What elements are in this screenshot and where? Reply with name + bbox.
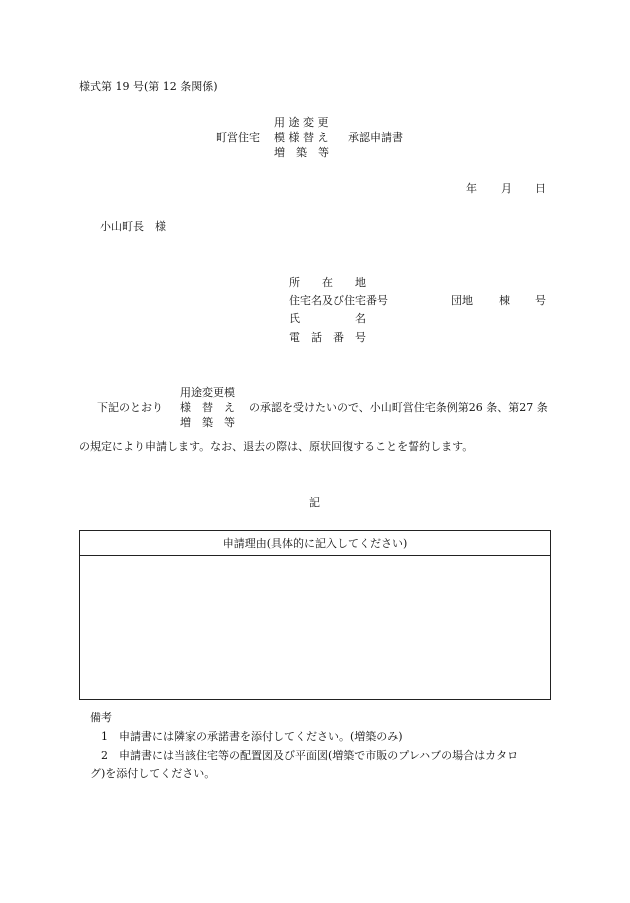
title-option-extension: 増 築 等: [274, 146, 329, 159]
request-prefix: 下記のとおり: [97, 401, 163, 414]
housing-label: 住宅名及び住宅番号: [289, 294, 388, 307]
address-label: 所 在 地: [289, 276, 366, 289]
addressee: 小山町長 様: [100, 220, 166, 233]
request-option-use-change: 用途変更模: [180, 386, 235, 399]
name-label: 氏 名: [289, 312, 366, 325]
date-month: 月: [501, 182, 512, 195]
building-label: 棟: [499, 294, 510, 307]
room-number-label: 号: [535, 294, 546, 307]
request-option-remodel: 様 替 え: [180, 401, 235, 414]
ki-heading: 記: [309, 496, 320, 509]
title-option-remodel: 模 様 替 え: [274, 131, 329, 144]
note-1: 1 申請書には隣家の承諾書を添付してください。(増築のみ): [101, 730, 403, 743]
form-number: 様式第 19 号(第 12 条関係): [79, 80, 218, 93]
request-text-continued: の承認を受けたいので、小山町営住宅条例第26 条、第27 条: [249, 401, 548, 414]
title-option-use-change: 用 途 変 更: [274, 116, 329, 129]
request-option-extension: 増 築 等: [180, 416, 235, 429]
notes-title: 備考: [90, 711, 112, 724]
reason-box-header-text: 申請理由(具体的に記入してください): [222, 536, 408, 550]
phone-label: 電 話 番 号: [289, 331, 366, 344]
title-prefix: 町営住宅: [216, 131, 260, 144]
danchi-label: 団地: [451, 294, 473, 307]
reason-input-area[interactable]: [80, 556, 550, 700]
request-text-line2: の規定により申請します。なお、退去の際は、原状回復することを誓約します。: [79, 440, 474, 453]
date-year: 年: [466, 182, 477, 195]
note-2-line1: 2 申請書には当該住宅等の配置図及び平面図(増築で市販のプレハブの場合はカタロ: [101, 749, 519, 762]
reason-box-header: [80, 531, 550, 556]
title-suffix: 承認申請書: [348, 131, 403, 144]
reason-box: [79, 530, 551, 700]
date-day: 日: [535, 182, 546, 195]
note-2-line2: グ)を添付してください。: [90, 767, 216, 780]
